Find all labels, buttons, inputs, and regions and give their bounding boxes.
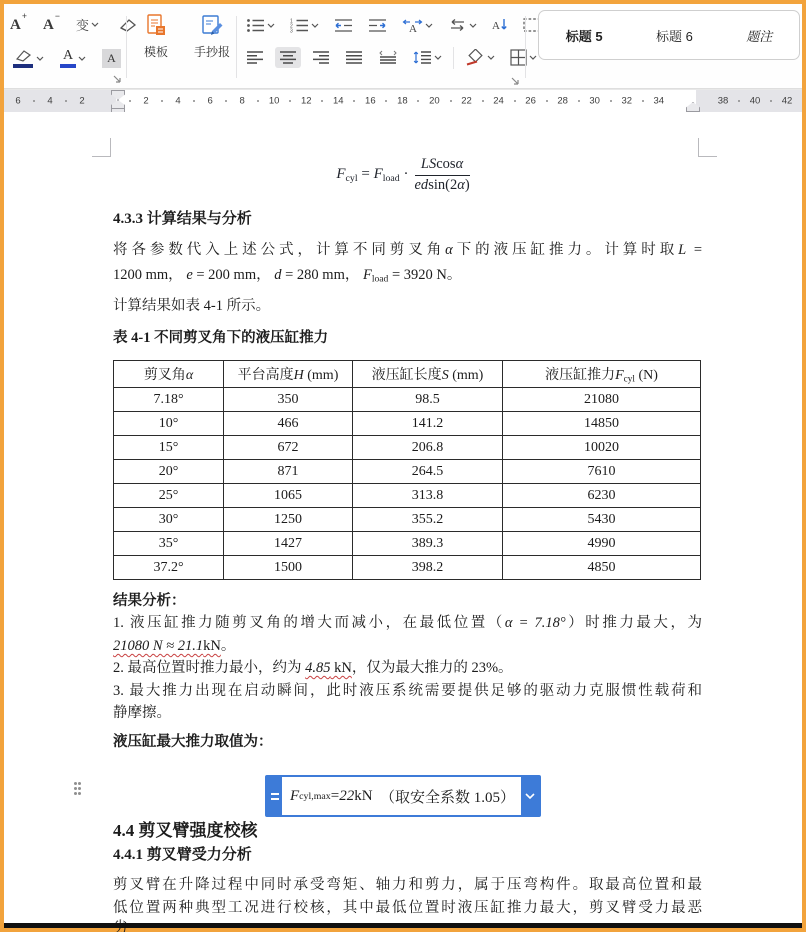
table-row bbox=[114, 532, 701, 556]
table-cell: 25° bbox=[114, 484, 224, 508]
justify-button[interactable] bbox=[341, 47, 367, 68]
font-color-group bbox=[8, 46, 125, 71]
chevron-down-icon bbox=[425, 23, 433, 28]
handout-label: 手抄报 bbox=[193, 45, 230, 59]
line-spacing-button[interactable] bbox=[409, 47, 446, 68]
font-group bbox=[6, 12, 142, 37]
ruler-tick bbox=[514, 100, 516, 102]
ruler-number: 6 bbox=[15, 95, 21, 107]
table-cell: 1065 bbox=[224, 484, 353, 508]
table-cell: 355.2 bbox=[353, 508, 503, 532]
table-cell: 871 bbox=[224, 460, 353, 484]
ruler-number: 26 bbox=[525, 95, 536, 107]
ruler-tick bbox=[578, 100, 580, 102]
paragraph-line: 1200 mm， e = 200 mm， d = 280 mm， $F_{load} = 3920$ N。 bbox=[113, 267, 462, 285]
ruler-number: 38 bbox=[717, 95, 729, 107]
analysis-item-2: 2. 最高位置时推力最小，约为 4.85 kN，仅为最大推力的 23%。 bbox=[113, 660, 513, 676]
ruler-tick bbox=[642, 100, 644, 102]
table-row bbox=[114, 460, 701, 484]
char-shading-icon: A bbox=[102, 49, 121, 68]
table-cell: 4850 bbox=[503, 556, 701, 580]
phonetic-guide-button[interactable]: 变 bbox=[72, 12, 103, 37]
table-cell: 672 bbox=[224, 436, 353, 460]
paragraph-line: 剪叉臂在升降过程中同时承受弯矩、轴力和剪力，属于压弯构件。取最高位置和最 bbox=[113, 877, 702, 893]
ruler-tick bbox=[610, 100, 612, 102]
shading-button[interactable] bbox=[461, 46, 499, 69]
table-header-cell: 液压缸长度S (mm) bbox=[353, 361, 503, 388]
ruler-tick bbox=[129, 100, 131, 102]
svg-text:3: 3 bbox=[290, 28, 293, 33]
table-cell: 21080 bbox=[503, 388, 701, 412]
ruler-number: 40 bbox=[749, 95, 761, 107]
table-cell: 466 bbox=[224, 412, 353, 436]
ruler-number: 2 bbox=[143, 95, 149, 107]
ruler-number: 10 bbox=[268, 95, 280, 107]
style-item-heading-6[interactable]: 标题 6 bbox=[655, 28, 693, 44]
ruler-number: 6 bbox=[207, 95, 213, 107]
decrease-indent-button[interactable] bbox=[330, 15, 357, 36]
font-dialog-launcher[interactable] bbox=[112, 74, 123, 85]
chevron-down-icon bbox=[267, 23, 275, 28]
font-color-button[interactable] bbox=[56, 46, 90, 71]
ruler-number: 22 bbox=[461, 95, 472, 107]
style-item-heading-5[interactable]: 标题 5 bbox=[565, 28, 603, 44]
ruler-number: 24 bbox=[493, 95, 504, 107]
sort-icon bbox=[492, 17, 508, 33]
ruler-tick bbox=[738, 100, 740, 102]
align-left-icon bbox=[246, 50, 264, 65]
bullet-list-icon bbox=[246, 18, 265, 33]
heading-4-4-1: 4.4.1 剪叉臂受力分析 bbox=[113, 847, 252, 863]
paragraph-line: 低位置两种典型工况进行校核，其中最低位置时液压缸推力最大，剪叉臂受力最恶 bbox=[113, 900, 702, 916]
justify-icon bbox=[345, 50, 363, 65]
chevron-down-icon bbox=[487, 55, 495, 60]
numbered-list-button[interactable] bbox=[286, 15, 323, 36]
distribute-icon bbox=[378, 50, 398, 65]
decrease-font-button[interactable]: A− bbox=[42, 11, 60, 33]
toolbar-divider bbox=[453, 47, 454, 69]
ruler-tick bbox=[482, 100, 484, 102]
chevron-down-icon bbox=[36, 56, 44, 61]
table-cell: 37.2° bbox=[114, 556, 224, 580]
template-icon bbox=[144, 13, 168, 39]
formula-lhs: $F_{cyl} = F_{load}$ · bbox=[336, 166, 409, 184]
chevron-down-icon bbox=[434, 55, 442, 60]
increase-indent-icon bbox=[368, 18, 387, 33]
table-header-cell: 平台高度H (mm) bbox=[224, 361, 353, 388]
ruler-tick bbox=[193, 100, 195, 102]
ruler-number: 18 bbox=[397, 95, 408, 107]
table-row bbox=[114, 484, 701, 508]
table-cell: 6230 bbox=[503, 484, 701, 508]
align-left-button[interactable] bbox=[242, 47, 268, 68]
handout-icon bbox=[200, 13, 224, 39]
paragraph-line: 将各参数代入上述公式，计算不同剪叉角α下的液压缸推力。计算时取L = bbox=[113, 242, 703, 258]
ruler-tick bbox=[450, 100, 452, 102]
paragraph-drag-handle[interactable] bbox=[74, 782, 88, 798]
table-cell: 389.3 bbox=[353, 532, 503, 556]
heading-4-4: 4.4 剪叉臂强度校核 bbox=[113, 821, 258, 840]
analysis-item-1-line-1: 1. 液压缸推力随剪叉角的增大而减小，在最低位置（α = 7.18°）时推力最大，为 bbox=[113, 615, 703, 631]
analysis-title: 结果分析： bbox=[113, 593, 186, 609]
swap-arrows-icon bbox=[448, 18, 467, 32]
align-center-icon bbox=[279, 50, 297, 65]
chevron-down-icon bbox=[311, 23, 319, 28]
numbered-list-icon bbox=[290, 18, 309, 33]
table-header-row bbox=[114, 361, 701, 388]
table-cell: 1250 bbox=[224, 508, 353, 532]
cjk-layout-button[interactable] bbox=[444, 15, 481, 35]
table-row bbox=[114, 388, 701, 412]
table-cell: 1500 bbox=[224, 556, 353, 580]
table-row bbox=[114, 436, 701, 460]
analysis-item-3-line-1: 3. 最大推力出现在启动瞬间，此时液压系统需要提供足够的驱动力克服惯性载荷和 bbox=[113, 683, 702, 699]
equation-content: F cyl,max = 22 kN （取安全系数 1.05） bbox=[290, 787, 516, 806]
ruler-number: 16 bbox=[365, 95, 376, 107]
svg-text:2: 2 bbox=[290, 23, 293, 30]
ruler-tick bbox=[770, 100, 772, 102]
distribute-button[interactable] bbox=[374, 47, 402, 68]
ruler-tick bbox=[161, 100, 163, 102]
ruler-number: 2 bbox=[79, 95, 85, 107]
ruler-tick bbox=[417, 100, 419, 102]
table-cell: 5430 bbox=[503, 508, 701, 532]
paragraph-line: 计算结果如表 4-1 所示。 bbox=[113, 298, 271, 314]
table-cell: 4990 bbox=[503, 532, 701, 556]
table-cell: 10020 bbox=[503, 436, 701, 460]
equation-dropdown-button[interactable] bbox=[521, 777, 539, 815]
ruler-number: 42 bbox=[781, 95, 793, 107]
table-cell: 7610 bbox=[503, 460, 701, 484]
table-row bbox=[114, 412, 701, 436]
ruler-number: 4 bbox=[47, 95, 53, 107]
table-cell: 264.5 bbox=[353, 460, 503, 484]
increase-indent-button[interactable] bbox=[364, 15, 391, 36]
template-button[interactable] bbox=[134, 13, 178, 60]
ruler-number: 8 bbox=[239, 95, 245, 107]
table-cell: 10° bbox=[114, 412, 224, 436]
heading-4-3-3: 4.3.3 计算结果与分析 bbox=[113, 211, 252, 227]
table-cell: 313.8 bbox=[353, 484, 503, 508]
ruler-tick bbox=[353, 100, 355, 102]
table-row bbox=[114, 556, 701, 580]
char-shading-button[interactable] bbox=[98, 46, 125, 71]
template-label: 模板 bbox=[143, 45, 168, 59]
table-header-cell: 液压缸推力$F_{cyl}$ (N) bbox=[503, 361, 701, 388]
table-cell: 98.5 bbox=[353, 388, 503, 412]
table-header-cell: 剪叉角α bbox=[114, 361, 224, 388]
horizontal-ruler[interactable] bbox=[4, 89, 802, 113]
increase-font-button[interactable]: A+ bbox=[10, 11, 27, 33]
ruler-tick bbox=[385, 100, 387, 102]
decrease-indent-icon bbox=[334, 18, 353, 33]
align-right-icon bbox=[312, 50, 330, 65]
bullet-list-button[interactable] bbox=[242, 15, 279, 36]
align-center-button[interactable] bbox=[275, 47, 301, 68]
toolbar-divider bbox=[126, 16, 127, 78]
table-cell: 1427 bbox=[224, 532, 353, 556]
font-color-icon: A bbox=[60, 49, 76, 68]
ruler-tick bbox=[33, 100, 35, 102]
borders-button[interactable] bbox=[506, 46, 541, 69]
table-cell: 398.2 bbox=[353, 556, 503, 580]
table-row bbox=[114, 508, 701, 532]
table-cell: 35° bbox=[114, 532, 224, 556]
ruler-tick bbox=[225, 100, 227, 102]
ruler-number: 30 bbox=[589, 95, 600, 107]
styles-gallery bbox=[538, 10, 800, 60]
ruler-tick bbox=[257, 100, 259, 102]
ruler-tick bbox=[289, 100, 291, 102]
formula-numerator: LScosα bbox=[415, 156, 470, 175]
ruler-number: 28 bbox=[557, 95, 568, 107]
paragraph-group-row1 bbox=[242, 14, 545, 36]
table-cell: 20° bbox=[114, 460, 224, 484]
formula-cylinder-force bbox=[4, 150, 802, 200]
toolbar-divider bbox=[236, 16, 237, 78]
char-scale-icon bbox=[402, 17, 423, 33]
hanging-indent-marker[interactable] bbox=[111, 100, 123, 112]
toolbar bbox=[4, 4, 802, 89]
ruler-tick bbox=[546, 100, 548, 102]
highlight-pen-icon bbox=[12, 49, 34, 68]
ruler-number: 32 bbox=[621, 95, 633, 107]
char-scale-button[interactable] bbox=[398, 14, 437, 36]
chevron-down-icon bbox=[91, 22, 99, 27]
chevron-down-icon bbox=[525, 793, 535, 800]
table-cell: 7.18° bbox=[114, 388, 224, 412]
table-cell: 141.2 bbox=[353, 412, 503, 436]
ruler-number: 4 bbox=[175, 95, 181, 107]
table-cell: 206.8 bbox=[353, 436, 503, 460]
sort-button[interactable] bbox=[488, 14, 512, 36]
table-caption: 表 4-1 不同剪叉角下的液压缸推力 bbox=[113, 330, 329, 346]
formula-fraction bbox=[415, 156, 470, 194]
ruler-tick bbox=[321, 100, 323, 102]
line-spacing-icon bbox=[413, 50, 432, 65]
paint-bucket-icon bbox=[465, 49, 485, 66]
style-item-caption[interactable]: 题注 bbox=[746, 28, 773, 44]
align-right-button[interactable] bbox=[308, 47, 334, 68]
analysis-item-1-line-2: 21080 N ≈ 21.1kN。 bbox=[113, 638, 236, 654]
table-cell: 350 bbox=[224, 388, 353, 412]
analysis-item-3-line-2: 静摩擦。 bbox=[113, 705, 171, 721]
results-table bbox=[113, 360, 701, 580]
ruler-number: 14 bbox=[333, 95, 344, 107]
ruler-number: 12 bbox=[300, 95, 312, 107]
bottom-bar bbox=[4, 923, 802, 928]
chevron-down-icon bbox=[78, 56, 86, 61]
highlight-color-button[interactable] bbox=[8, 46, 48, 71]
ruler-tick bbox=[65, 100, 67, 102]
paragraph-dialog-launcher[interactable] bbox=[510, 76, 521, 87]
handout-button[interactable] bbox=[186, 13, 238, 60]
table-cell: 14850 bbox=[503, 412, 701, 436]
svg-text:A: A bbox=[409, 23, 417, 33]
paragraph-group-row2 bbox=[242, 46, 541, 69]
table-cell: 30° bbox=[114, 508, 224, 532]
table-cell: 15° bbox=[114, 436, 224, 460]
toolbar-divider bbox=[525, 16, 526, 78]
chevron-down-icon bbox=[469, 23, 477, 28]
max-thrust-label: 液压缸最大推力取值为： bbox=[113, 734, 273, 750]
chevron-down-icon bbox=[529, 55, 537, 60]
formula-denominator: edsin(2α) bbox=[414, 176, 470, 193]
svg-text:A: A bbox=[492, 20, 500, 32]
ruler-number: 20 bbox=[429, 95, 440, 107]
svg-text:1: 1 bbox=[290, 18, 293, 25]
ruler-number: 34 bbox=[653, 95, 665, 107]
equation-handle[interactable] bbox=[267, 777, 282, 815]
equation-object[interactable] bbox=[265, 775, 541, 817]
